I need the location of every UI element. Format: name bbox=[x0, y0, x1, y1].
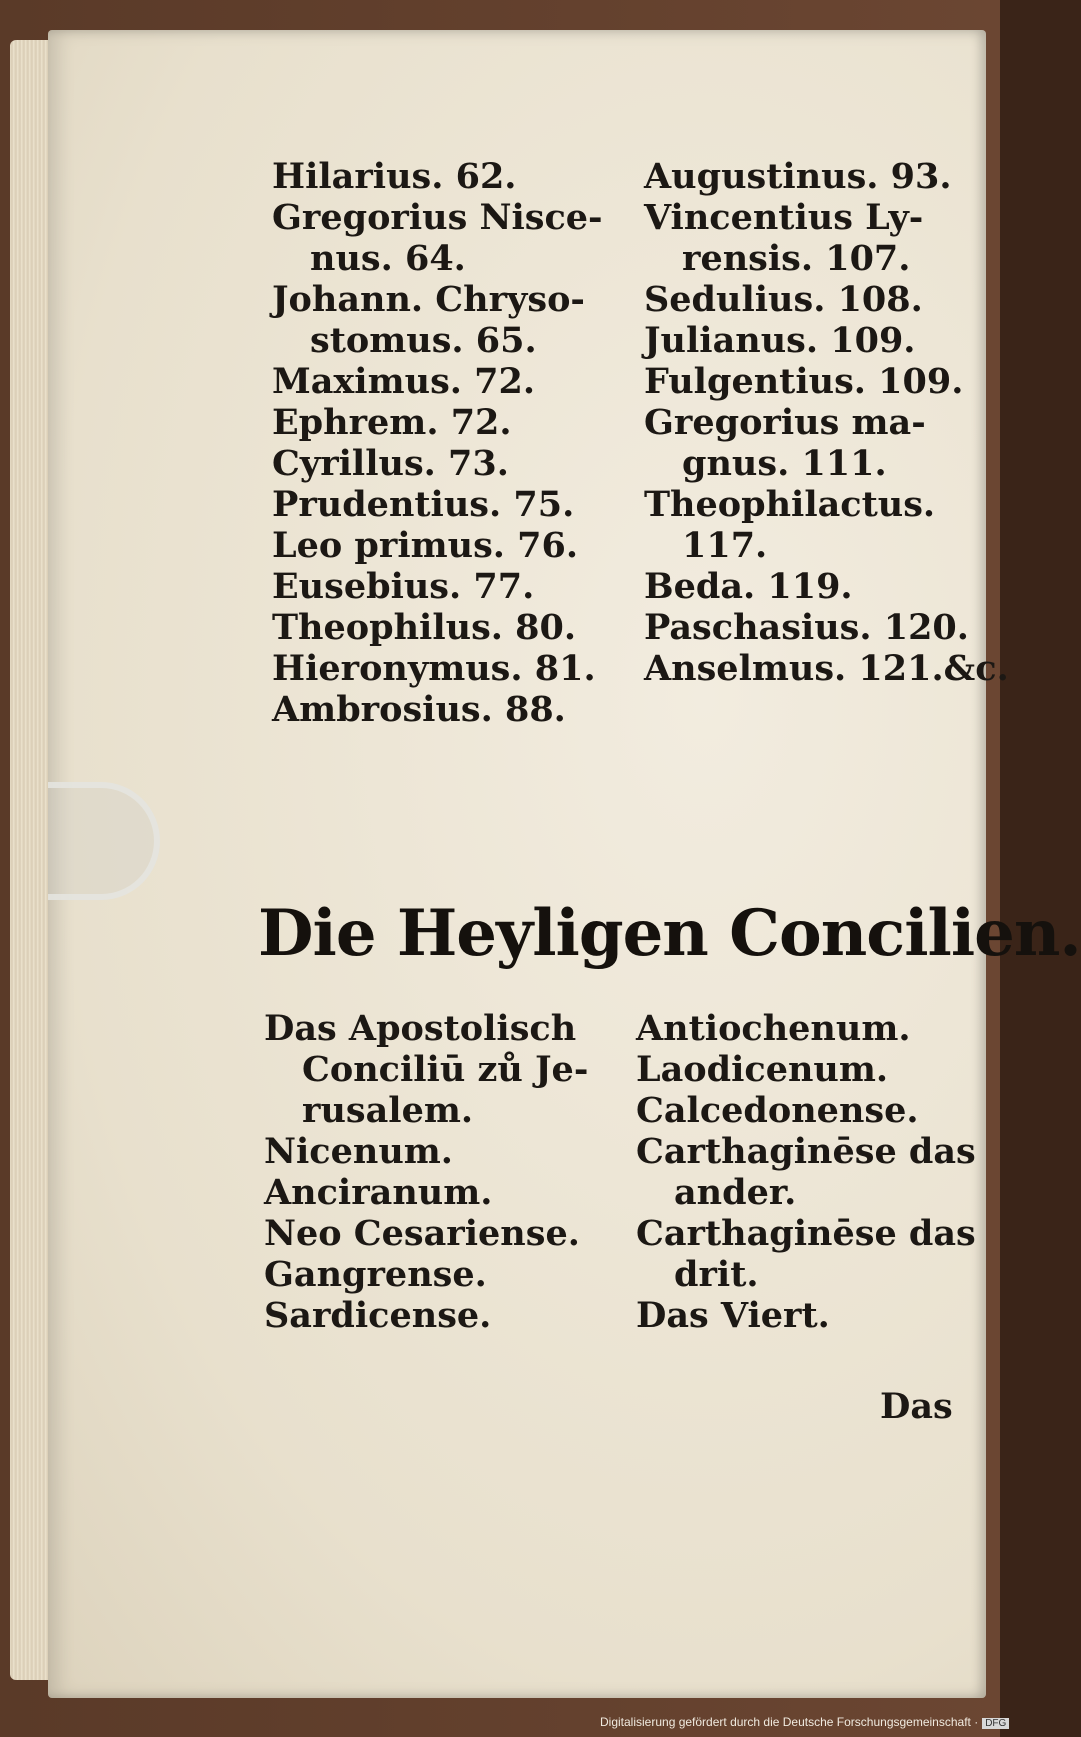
list-item: Prudentius. 75. bbox=[272, 484, 575, 525]
section-heading: Die Heyligen Concilien. bbox=[258, 896, 1081, 971]
list-item: Das Apostolisch bbox=[264, 1008, 577, 1049]
list-item: Antiochenum. bbox=[636, 1008, 911, 1049]
catchword: Das bbox=[880, 1386, 953, 1427]
list-item: Carthaginēse das bbox=[636, 1131, 976, 1172]
list-item: Paschasius. 120. bbox=[644, 607, 969, 648]
list-item: Julianus. 109. bbox=[644, 320, 916, 361]
list-item: Laodicenum. bbox=[636, 1049, 889, 1090]
church-fathers-column-left bbox=[272, 156, 603, 730]
list-item: Gregorius Nisce- bbox=[272, 197, 603, 238]
list-item: Gregorius ma- bbox=[644, 402, 926, 443]
list-item: Gangrense. bbox=[264, 1254, 487, 1295]
list-item: Nicenum. bbox=[264, 1131, 453, 1172]
list-item: rensis. 107. bbox=[682, 238, 911, 279]
dfg-logo: DFG bbox=[982, 1718, 1009, 1729]
list-item: Eusebius. 77. bbox=[272, 566, 535, 607]
list-item: Theophilactus. bbox=[644, 484, 936, 525]
list-item: Calcedonense. bbox=[636, 1090, 919, 1131]
list-item: Theophilus. 80. bbox=[272, 607, 577, 648]
list-item: Das Viert. bbox=[636, 1295, 830, 1336]
list-item: gnus. 111. bbox=[682, 443, 887, 484]
list-item: Hieronymus. 81. bbox=[272, 648, 596, 689]
list-item: Hilarius. 62. bbox=[272, 156, 517, 197]
list-item: Leo primus. 76. bbox=[272, 525, 579, 566]
list-item: Cyrillus. 73. bbox=[272, 443, 509, 484]
list-item: Fulgentius. 109. bbox=[644, 361, 964, 402]
councils-column-right bbox=[636, 1008, 976, 1336]
list-item: Maximus. 72. bbox=[272, 361, 536, 402]
church-fathers-column-right bbox=[644, 156, 1009, 689]
list-item: drit. bbox=[674, 1254, 759, 1295]
list-item: stomus. 65. bbox=[310, 320, 537, 361]
list-item: Conciliū zů Je- bbox=[302, 1049, 589, 1090]
credit-text: Digitalisierung gefördert durch die Deutsche Forschungsgemeinschaft · bbox=[600, 1715, 979, 1729]
list-item: Augustinus. 93. bbox=[644, 156, 952, 197]
list-item: Sedulius. 108. bbox=[644, 279, 923, 320]
list-item: ander. bbox=[674, 1172, 797, 1213]
list-item: Anciranum. bbox=[264, 1172, 493, 1213]
list-item: Anselmus. 121.&c. bbox=[644, 648, 1009, 689]
list-item: Beda. 119. bbox=[644, 566, 853, 607]
digitization-credit bbox=[600, 1715, 1007, 1735]
list-item: Vincentius Ly- bbox=[644, 197, 924, 238]
list-item: Ephrem. 72. bbox=[272, 402, 512, 443]
list-item: nus. 64. bbox=[310, 238, 466, 279]
list-item: Neo Cesariense. bbox=[264, 1213, 580, 1254]
list-item: Sardicense. bbox=[264, 1295, 492, 1336]
list-item: rusalem. bbox=[302, 1090, 474, 1131]
councils-column-left bbox=[264, 1008, 588, 1336]
list-item: 117. bbox=[682, 525, 768, 566]
list-item: Carthaginēse das bbox=[636, 1213, 976, 1254]
list-item: Johann. Chryso- bbox=[272, 279, 585, 320]
page-clip bbox=[48, 782, 160, 900]
list-item: Ambrosius. 88. bbox=[272, 689, 566, 730]
